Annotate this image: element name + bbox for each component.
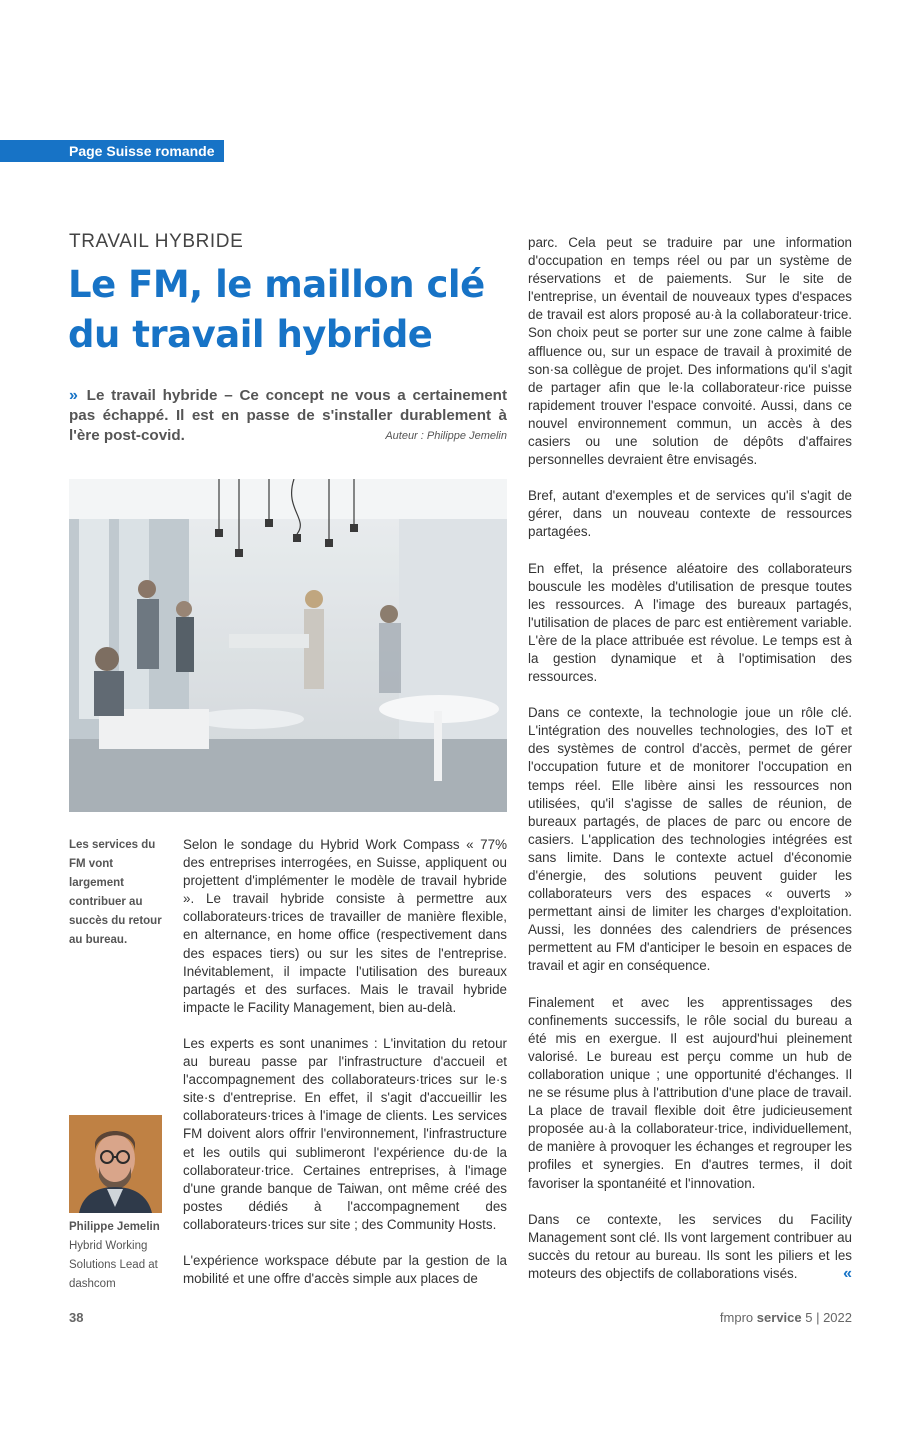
office-photo — [69, 479, 507, 812]
article-kicker: TRAVAIL HYBRIDE — [69, 231, 244, 252]
photo-caption: Les services du FM vont largement contribuer au succès du retour au bureau. — [69, 839, 162, 946]
body-paragraph: Selon le sondage du Hybrid Work Compass « 77% des entreprises interrogées, en Suisse, appliquent ou projettent d'implémenter le modèle de travail hybride ». Le travail hybride consiste à permettre aux collaborateurs·trices de travailler de manière flexible, en alternance, en home office (respectivement dans des espaces tiers) ou sur les sites de l'entreprise. Inévitablement, il impacte l'utilisation des bureaux partagés et des surfaces. Mais le travail hybride impacte le Facility Management, bien au-delà. — [183, 837, 507, 1015]
article-author: Auteur : Philippe Jemelin — [385, 430, 507, 442]
footer-brand — [720, 1310, 852, 1325]
body-paragraph: Bref, autant d'exemples et de services qu'il s'agit de gérer, dans un nouveau contexte de ressources partagées. — [528, 488, 852, 540]
body-paragraph: L'expérience workspace débute par la gestion de la mobilité et une offre d'accès simple aux places de — [183, 1252, 507, 1287]
body-paragraph: Les experts es sont unanimes : L'invitation du retour au bureau passe par l'infrastructure d'accueil et l'accompagnement des collaborateurs·trices sur le·s site·s d'entreprise. En effet, il s'agit d'accueillir les collaborateurs·trices à l'image de clients. Les services FM doivent alors offrir l'environnement, l'infrastructure et les outils qui sublimeront l'expérience du·de la collaborateur·trice. Certaines entreprises, à l'image d'une grande banque de Taiwan, ont même créé des postes dédiés à l'accompagnement des collaborateurs·trices sur site ; des Community Hosts. — [183, 1035, 507, 1232]
lead-text: Le travail hybride – Ce concept ne vous a certainement pas échappé. Il est en passe de s'installer durablement à l'ère post-covid. — [69, 387, 507, 444]
author-portrait — [69, 1115, 162, 1213]
body-paragraph: En effet, la présence aléatoire des collaborateurs bouscule les modèles d'utilisation de presque toutes les ressources. A l'image des bureaux partagés, l'utilisation de places de parc est entièrement variable. L'ère de la place attribuée est révolue. Le temps est à la gestion dynamique et à l'optimisation des ressources. — [528, 560, 852, 685]
brand-prefix: fmpro — [719, 1310, 754, 1325]
bio-role: Hybrid Working Solutions Lead at dashcom — [69, 1240, 158, 1290]
bio-name: Philippe Jemelin — [69, 1221, 160, 1233]
body-paragraph — [528, 1211, 852, 1283]
body-paragraph: Finalement et avec les apprentissages des confinements successifs, le rôle social du bureau a été mis en exergue. Il est aujourd'hui pleinement valorisé. Le bureau est perçu comme un hub de collaboration unique ; une opportunité d'échanges. Il ne se résume plus à l'attribution d'une place de travail. La place de travail flexible doit être judicieusement proposée au·à la collaborateur·trice, individuellement, de manière à provoquer les échanges et regrouper les profiles et synergies. En d'autres termes, il doit favoriser la spontanéité et l'innovation. — [528, 994, 852, 1191]
body-column-right — [528, 234, 852, 1301]
lead-chevron-icon: » — [69, 387, 78, 404]
body-paragraph-text: Dans ce contexte, les services du Facility Management sont clé. Ils vont largement contribuer au succès du retour au bureau. Ils sont les piliers et les moteurs des objectifs de collaborations visés. — [528, 1211, 852, 1281]
section-tag: Page Suisse romande — [0, 140, 224, 162]
issue-number: 5 | 2022 — [805, 1310, 852, 1325]
body-column-middle — [183, 836, 507, 1306]
article-headline: Le FM, le maillon clé du travail hybride — [68, 263, 485, 356]
brand-bold: service — [756, 1310, 802, 1325]
end-chevron-icon: « — [843, 1264, 852, 1282]
body-paragraph: parc. Cela peut se traduire par une information d'occupation en temps réel ou par un système de réservations et de paiements. Sur le site de l'entreprise, un éventail de nouveaux types d'espaces de travail est alors proposé au·à la collaborateur·trice. Son choix peut se porter sur une zone calme à faible affluence ou, sur un espace de travail à proximité de son·sa collègue de projet. Des informations qu'il s'agit de partager afin que le·la collaborateur·rice puisse rapidement trouver l'espace convoité. Aussi, dans ce nouvel environnement commun, un accès à des casiers ou une solution de dépôts d'affaires personnelles devraient être envisagés. — [528, 235, 852, 468]
body-paragraph: Dans ce contexte, la technologie joue un rôle clé. L'intégration des nouvelles technologies, des IoT et des systèmes de control d'accès, permet de gérer l'occupation future et de monitorer l'occupation en temps réel. Elle libère ainsi les ressources non utilisées, qu'il s'agisse de salles de réunion, de bureaux partagés, de places de parc ou encore de casiers. L'application des technologies intégrées est sans limite. Dans le contexte actuel d'économie d'énergie, des solutions peuvent guider les collaborateurs vers des espaces « ouverts » permettant ainsi de limiter les charges d'exploitation. Aussi, les données des calendriers de présences permettent au FM d'anticiper le besoin en espaces de travail et agir en conséquence. — [528, 705, 852, 974]
author-bio — [69, 1218, 169, 1294]
page-number: 38 — [69, 1310, 84, 1325]
